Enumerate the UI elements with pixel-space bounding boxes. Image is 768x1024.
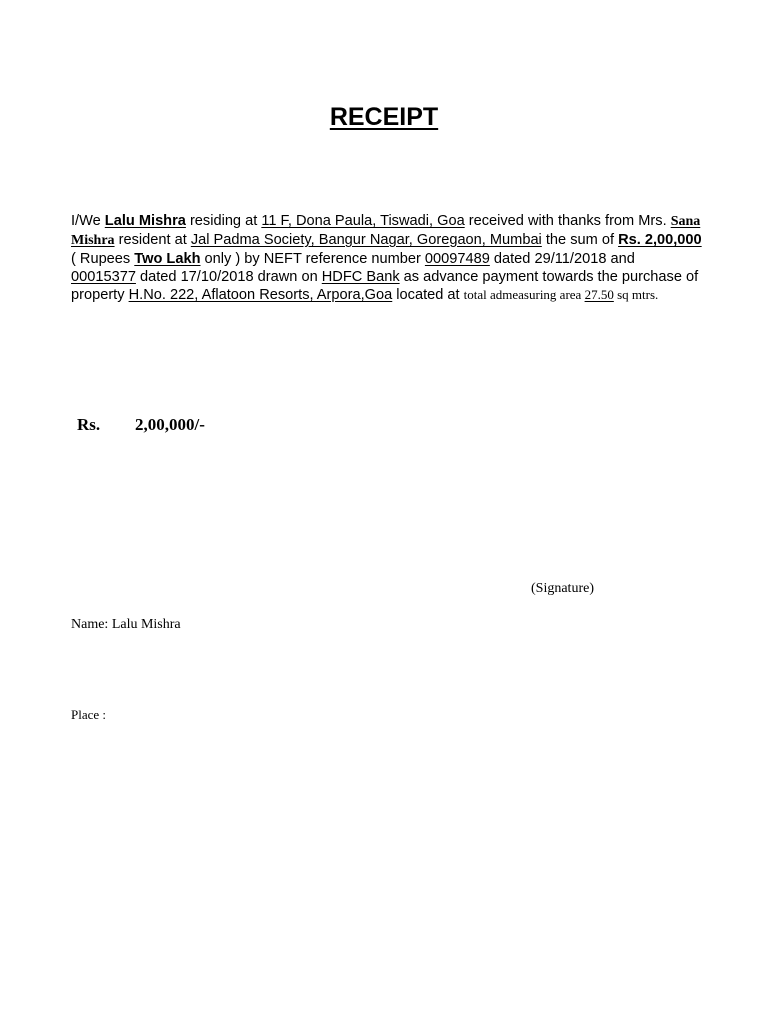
body-text-segment: received with thanks from Mrs. bbox=[464, 213, 671, 229]
sum-figure: Rs. 2,00,000 bbox=[618, 232, 702, 248]
body-text-segment: dated 17/10/2018 drawn on bbox=[135, 269, 322, 285]
body-text-segment: ( Rupees bbox=[71, 251, 135, 267]
receipt-body bbox=[71, 212, 703, 304]
body-text-segment: resident at bbox=[114, 232, 191, 248]
amount-label: Rs. bbox=[77, 415, 101, 434]
receiver-address: 11 F, Dona Paula, Tiswadi, Goa bbox=[261, 213, 465, 229]
body-text-segment: residing at bbox=[185, 213, 262, 229]
body-text-segment: total admeasuring area bbox=[463, 287, 585, 302]
bank-name: HDFC Bank bbox=[321, 269, 400, 285]
name-line: Name: Lalu Mishra bbox=[71, 617, 181, 632]
receiver-name: Lalu Mishra bbox=[104, 213, 186, 229]
neft-reference-2: 00015377 bbox=[71, 269, 136, 285]
receipt-title: RECEIPT bbox=[329, 103, 439, 131]
place-line: Place : bbox=[71, 707, 107, 722]
amount-row bbox=[77, 415, 205, 435]
body-text-segment: I/We bbox=[71, 213, 105, 229]
signature-label: (Signature) bbox=[531, 581, 594, 596]
neft-reference-1: 00097489 bbox=[424, 251, 490, 267]
sum-words: Two Lakh bbox=[134, 251, 201, 267]
body-text-segment: sq mtrs. bbox=[613, 287, 659, 302]
payer-address: Jal Padma Society, Bangur Nagar, Goregaon, Mumbai bbox=[190, 232, 542, 248]
body-text-segment: the sum of bbox=[541, 232, 619, 248]
body-text-segment: as advance payment towards the purchase of property bbox=[71, 269, 699, 303]
body-text-segment: only ) by NEFT reference number bbox=[200, 251, 425, 267]
body-text-segment: dated 29/11/2018 and bbox=[489, 251, 635, 267]
payer-name: Sana Mishra bbox=[71, 214, 701, 248]
area-value: 27.50 bbox=[584, 287, 614, 302]
body-text-segment: located at bbox=[392, 287, 464, 303]
amount-value: 2,00,000/- bbox=[135, 415, 205, 434]
property-address: H.No. 222, Aflatoon Resorts, Arpora,Goa bbox=[128, 287, 393, 303]
